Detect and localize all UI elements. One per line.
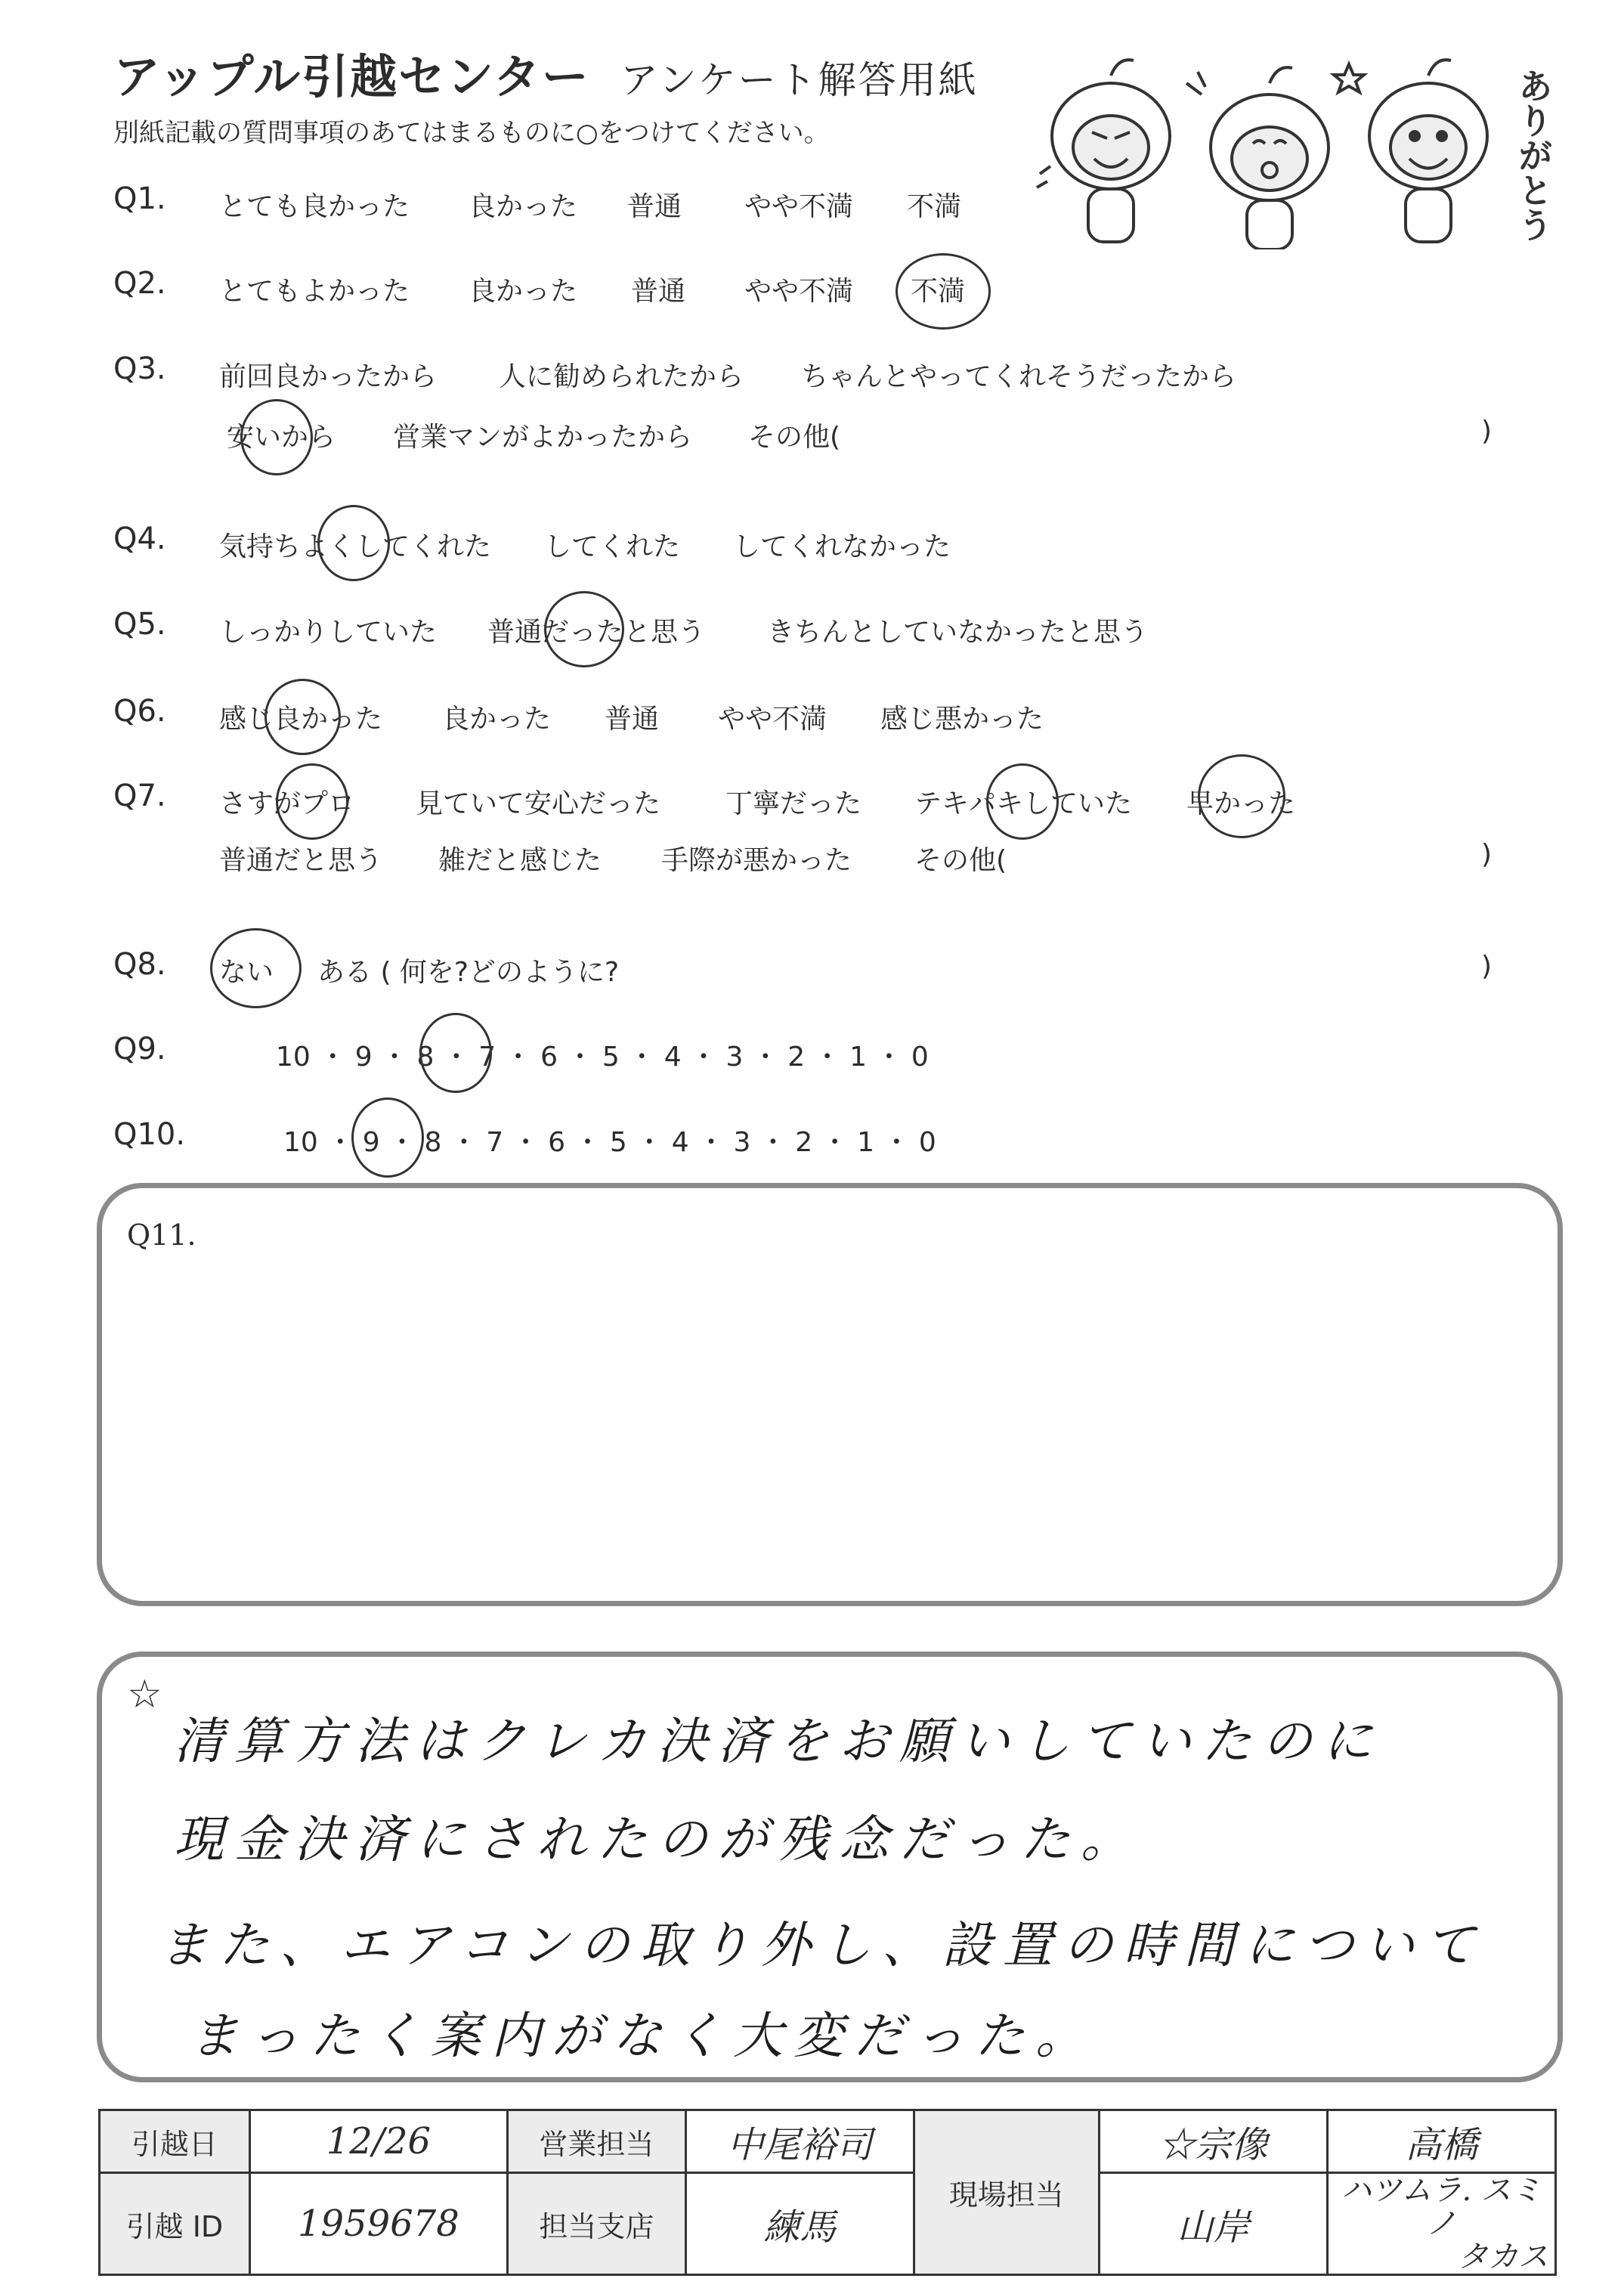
scale-value: 5 bbox=[609, 1127, 627, 1158]
question-label: Q8. bbox=[113, 947, 166, 982]
option: 手際が悪かった bbox=[661, 845, 852, 876]
sales-name: 中尾裕司 bbox=[685, 2110, 914, 2173]
option: してくれた bbox=[544, 531, 681, 562]
form-subtitle: アンケート解答用紙 bbox=[620, 58, 979, 102]
option: 普通だと思う bbox=[219, 845, 383, 876]
option: やや不満 bbox=[744, 191, 854, 222]
question-label: Q5. bbox=[113, 607, 166, 642]
option: 気持ちよくしてくれた bbox=[219, 531, 492, 562]
mascot-illustration bbox=[1035, 53, 1504, 249]
option: 前回良かったから bbox=[219, 361, 438, 392]
option: 普通 bbox=[605, 704, 660, 735]
move-id-value: 1959678 bbox=[249, 2173, 507, 2275]
option: 普通だったと思う bbox=[487, 617, 706, 648]
scale-value: 3 bbox=[733, 1127, 751, 1158]
star-icon: ☆ bbox=[127, 1672, 162, 1717]
scale-value: 10 bbox=[283, 1127, 318, 1158]
option: 営業マンがよかったから bbox=[393, 422, 693, 453]
scale-value: 6 bbox=[548, 1127, 565, 1158]
option: してくれなかった bbox=[733, 531, 951, 562]
option: ある ( 何を?どのように? bbox=[317, 957, 620, 988]
answer-circle bbox=[896, 253, 991, 330]
scale-value: 1 bbox=[849, 1042, 867, 1073]
option: とてもよかった bbox=[219, 276, 410, 307]
scale-value: 8 bbox=[416, 1042, 435, 1073]
footer-info-table bbox=[98, 2109, 1557, 2276]
thanks-text: ありがとう bbox=[1513, 68, 1554, 242]
mascot-2-icon bbox=[1186, 67, 1329, 249]
site-staff-label: 現場担当 bbox=[914, 2110, 1099, 2275]
option: ない bbox=[219, 957, 274, 988]
move-date-value: 12/26 bbox=[249, 2110, 507, 2173]
instruction-text: 別紙記載の質問事項のあてはまるものに○をつけてください。 bbox=[113, 118, 830, 148]
mascot-3-icon bbox=[1334, 60, 1487, 242]
option: 雑だと感じた bbox=[438, 845, 602, 876]
option: 安いから bbox=[227, 422, 336, 453]
option: やや不満 bbox=[718, 704, 827, 735]
paren-close: ) bbox=[1481, 951, 1493, 982]
move-date-label: 引越日 bbox=[100, 2110, 250, 2173]
option: その他( bbox=[914, 845, 1007, 876]
option: 普通 bbox=[627, 191, 682, 222]
site-staff-4: ハツムラ. スミノ bbox=[1341, 2173, 1542, 2241]
answer-circle bbox=[276, 763, 348, 840]
question-label: Q9. bbox=[113, 1032, 166, 1067]
document-title bbox=[113, 39, 979, 107]
question-label: Q4. bbox=[113, 522, 166, 556]
branch-label: 担当支店 bbox=[507, 2173, 685, 2275]
answer-circle bbox=[351, 1097, 424, 1178]
scale-value: 8 bbox=[424, 1127, 442, 1158]
sales-label: 営業担当 bbox=[507, 2110, 685, 2173]
option: 感じ悪かった bbox=[880, 704, 1044, 735]
option: 不満 bbox=[911, 276, 966, 307]
option: 感じ良かった bbox=[219, 704, 383, 735]
scale-value: 6 bbox=[540, 1042, 558, 1073]
answer-circle bbox=[416, 1013, 492, 1093]
option: さすがプロ bbox=[219, 788, 356, 819]
scale-options: 10 ・ 9 ・ 8 ・ 7 ・ 6 ・ 5 ・ 4 ・ 3 ・ 2 ・ 1 ・ 0 bbox=[283, 1127, 936, 1158]
paren-close: ) bbox=[1481, 839, 1493, 870]
paren-close: ) bbox=[1481, 416, 1493, 447]
handwritten-comment-line: 現金決済にされたのが残念だった。 bbox=[174, 1810, 1141, 1868]
mascot-1-icon bbox=[1037, 60, 1170, 242]
q11-label: Q11. bbox=[127, 1218, 196, 1252]
answer-circle bbox=[240, 399, 313, 475]
option: とても良かった bbox=[219, 191, 410, 222]
scale-value: 0 bbox=[911, 1042, 929, 1073]
site-staff-3: 山岸 bbox=[1099, 2173, 1327, 2275]
option: 不満 bbox=[907, 191, 962, 222]
scale-value: 10 bbox=[276, 1042, 311, 1073]
branch-value: 練馬 bbox=[685, 2173, 914, 2275]
answer-circle bbox=[986, 763, 1059, 840]
answer-circle bbox=[317, 505, 390, 581]
scale-value: 2 bbox=[787, 1042, 806, 1073]
option: 良かった bbox=[469, 276, 578, 307]
option: その他( bbox=[748, 422, 841, 453]
scale-value: 4 bbox=[664, 1042, 682, 1073]
question-label: Q2. bbox=[113, 266, 166, 301]
answer-circle bbox=[544, 591, 624, 667]
question-label: Q10. bbox=[113, 1117, 186, 1152]
site-staff-4-5 bbox=[1327, 2173, 1555, 2275]
scale-value: 5 bbox=[602, 1042, 620, 1073]
handwritten-comment-line: 清算方法はクレカ決済をお願いしていたのに bbox=[174, 1712, 1383, 1770]
option: 早かった bbox=[1186, 788, 1296, 819]
option: ちゃんとやってくれそうだったから bbox=[801, 361, 1237, 392]
scale-value: 2 bbox=[795, 1127, 813, 1158]
site-staff-5: タカス bbox=[1458, 2240, 1548, 2274]
option: やや不満 bbox=[744, 276, 854, 307]
scale-value: 3 bbox=[725, 1042, 744, 1073]
answer-circle bbox=[1198, 754, 1285, 838]
question-label: Q3. bbox=[113, 351, 166, 386]
option: 良かった bbox=[442, 704, 552, 735]
question-label: Q7. bbox=[113, 779, 166, 813]
option: 普通 bbox=[631, 276, 686, 307]
option: 丁寧だった bbox=[725, 788, 862, 819]
answer-circle bbox=[264, 679, 341, 755]
site-staff-1: ☆宗像 bbox=[1099, 2110, 1327, 2173]
scale-value: 4 bbox=[671, 1127, 689, 1158]
handwritten-comment-line: また、エアコンの取り外し、設置の時間について bbox=[159, 1916, 1486, 1974]
option: きちんとしていなかったと思う bbox=[767, 617, 1149, 648]
scale-value: 0 bbox=[918, 1127, 936, 1158]
option: 良かった bbox=[469, 191, 578, 222]
scale-value: 1 bbox=[857, 1127, 874, 1158]
option: 人に勧められたから bbox=[499, 361, 744, 392]
scale-value: 9 bbox=[354, 1042, 373, 1073]
option: 見ていて安心だった bbox=[416, 788, 661, 819]
answer-circle bbox=[210, 928, 302, 1008]
scale-value: 7 bbox=[478, 1042, 496, 1073]
question-label: Q1. bbox=[113, 181, 166, 216]
handwritten-comment-line: まったく案内がなく大変だった。 bbox=[189, 2007, 1096, 2065]
option: テキパキしていた bbox=[914, 788, 1133, 819]
site-staff-2: 高橋 bbox=[1327, 2110, 1555, 2173]
move-id-label: 引越 ID bbox=[100, 2173, 250, 2275]
company-name: アップル引越センター bbox=[113, 49, 590, 104]
question-label: Q6. bbox=[113, 694, 166, 729]
scale-value: 7 bbox=[486, 1127, 504, 1158]
q11-answer-box bbox=[97, 1183, 1563, 1606]
scale-options: 10 ・ 9 ・ 8 ・ 7 ・ 6 ・ 5 ・ 4 ・ 3 ・ 2 ・ 1 ・ 0 bbox=[276, 1042, 929, 1073]
scale-value: 9 bbox=[362, 1127, 380, 1158]
option: しっかりしていた bbox=[219, 617, 438, 648]
